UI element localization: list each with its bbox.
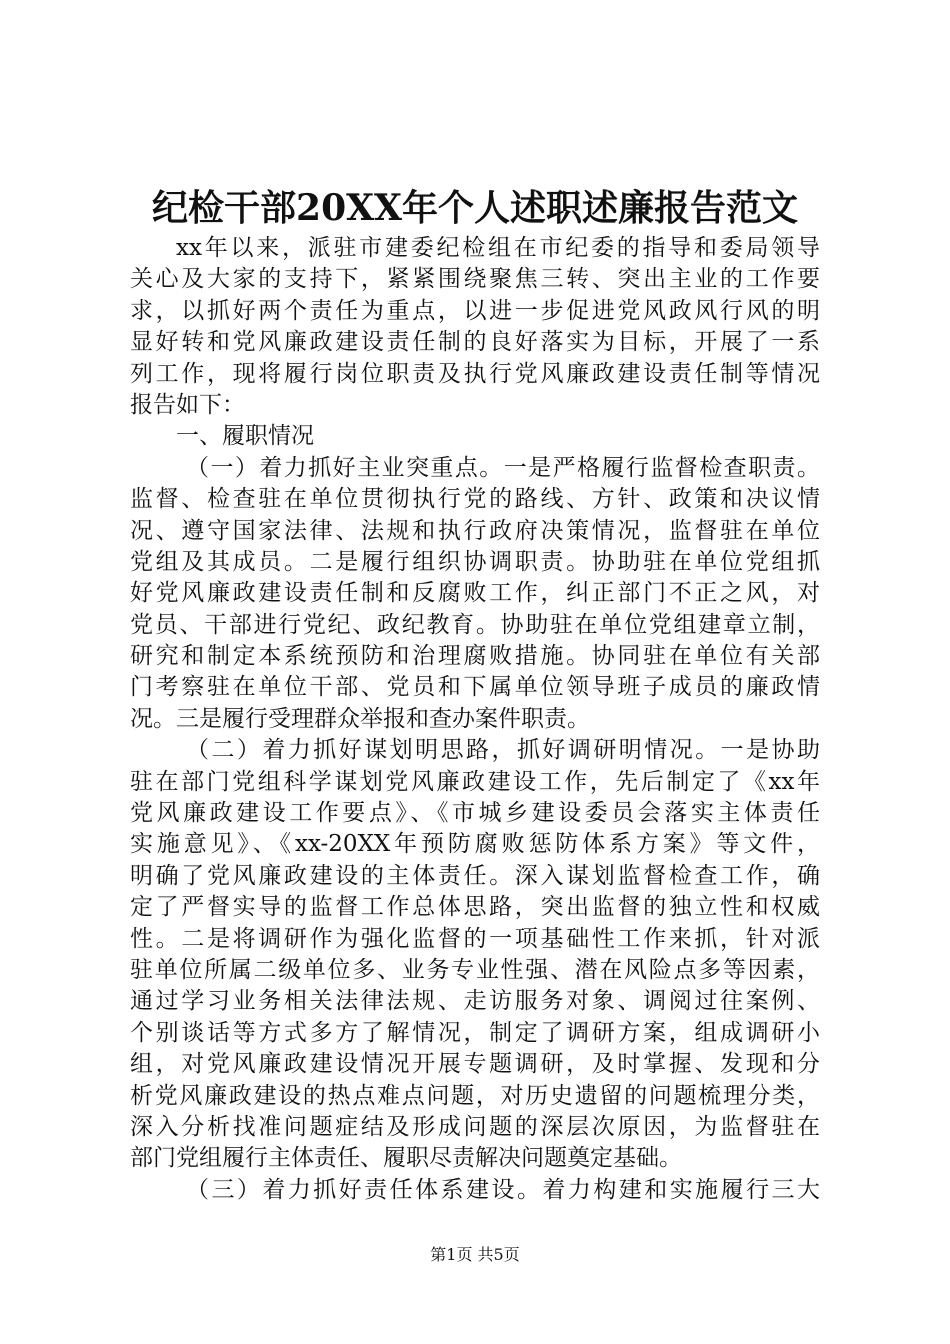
paragraph-line: 好党风廉政建设责任制和反腐败工作，纠正部门不正之风，对 [130, 580, 820, 607]
section-heading: 一、履职情况 [176, 423, 314, 450]
paragraph-line: （一）着力抓好主业突重点。一是严格履行监督检查职责。 [186, 454, 820, 481]
paragraph-line: 求，以抓好两个责任为重点，以进一步促进党风政风行风的明 [130, 297, 820, 324]
paragraph-line: 研究和制定本系统预防和治理腐败措施。协同驻在单位有关部 [130, 643, 820, 670]
paragraph-line: 析党风廉政建设的热点难点问题，对历史遗留的问题梳理分类， [130, 1082, 820, 1109]
paragraph-line: 显好转和党风廉政建设责任制的良好落实为目标，开展了一系 [130, 329, 820, 356]
paragraph-line: 组，对党风廉政建设情况开展专题调研，及时掌握、发现和分 [130, 1051, 820, 1078]
document-body [130, 233, 820, 1206]
paragraph-line: 况、遵守国家法律、法规和执行政府决策情况，监督驻在单位 [130, 517, 820, 544]
paragraph-line: 个别谈话等方式多方了解情况，制定了调研方案，组成调研小 [130, 1019, 820, 1046]
paragraph-line: 驻单位所属二级单位多、业务专业性强、潜在风险点多等因素， [130, 956, 820, 983]
paragraph-line: 明确了党风廉政建设的主体责任。深入谋划监督检查工作，确 [130, 862, 820, 889]
paragraph-line: 关心及大家的支持下，紧紧围绕聚焦三转、突出主业的工作要 [130, 266, 820, 293]
paragraph-line: 定了严督实导的监督工作总体思路，突出监督的独立性和权威 [130, 894, 820, 921]
paragraph-line: 况。三是履行受理群众举报和查办案件职责。 [130, 705, 590, 732]
paragraph-line: 门考察驻在单位干部、党员和下属单位领导班子成员的廉政情 [130, 674, 820, 701]
document-title: 纪检干部20XX年个人述职述廉报告范文 [152, 187, 798, 229]
paragraph-line: 部门党组履行主体责任、履职尽责解决问题奠定基础。 [130, 1145, 682, 1172]
paragraph-line: 性。二是将调研作为强化监督的一项基础性工作来抓，针对派 [130, 925, 820, 952]
paragraph-line: 监督、检查驻在单位贯彻执行党的路线、方针、政策和决议情 [130, 486, 820, 513]
paragraph-line: 列工作，现将履行岗位职责及执行党风廉政建设责任制等情况 [130, 360, 820, 387]
page-number-footer: 第1页 共5页 [430, 1245, 520, 1264]
paragraph-line: 驻在部门党组科学谋划党风廉政建设工作，先后制定了《xx年 [130, 768, 820, 795]
paragraph-line: 报告如下： [130, 391, 245, 418]
paragraph-line: 深入分析找准问题症结及形成问题的深层次原因，为监督驻在 [130, 1113, 820, 1140]
paragraph-line: xx年以来，派驻市建委纪检组在市纪委的指导和委局领导 [176, 235, 820, 261]
paragraph-line: 党员、干部进行党纪、政纪教育。协助驻在单位党组建章立制， [130, 611, 820, 638]
paragraph-line: 党风廉政建设工作要点》、《市城乡建设委员会落实主体责任 [130, 800, 820, 827]
paragraph-line: 通过学习业务相关法律法规、走访服务对象、调阅过往案例、 [130, 988, 820, 1015]
paragraph-line: （三）着力抓好责任体系建设。着力构建和实施履行三大 [186, 1176, 820, 1203]
paragraph-line: 实施意见》、《xx-20XX年预防腐败惩防体系方案》等文件， [130, 831, 820, 858]
paragraph-line: 党组及其成员。二是履行组织协调职责。协助驻在单位党组抓 [130, 548, 820, 575]
paragraph-line: （二）着力抓好谋划明思路，抓好调研明情况。一是协助 [186, 737, 820, 764]
